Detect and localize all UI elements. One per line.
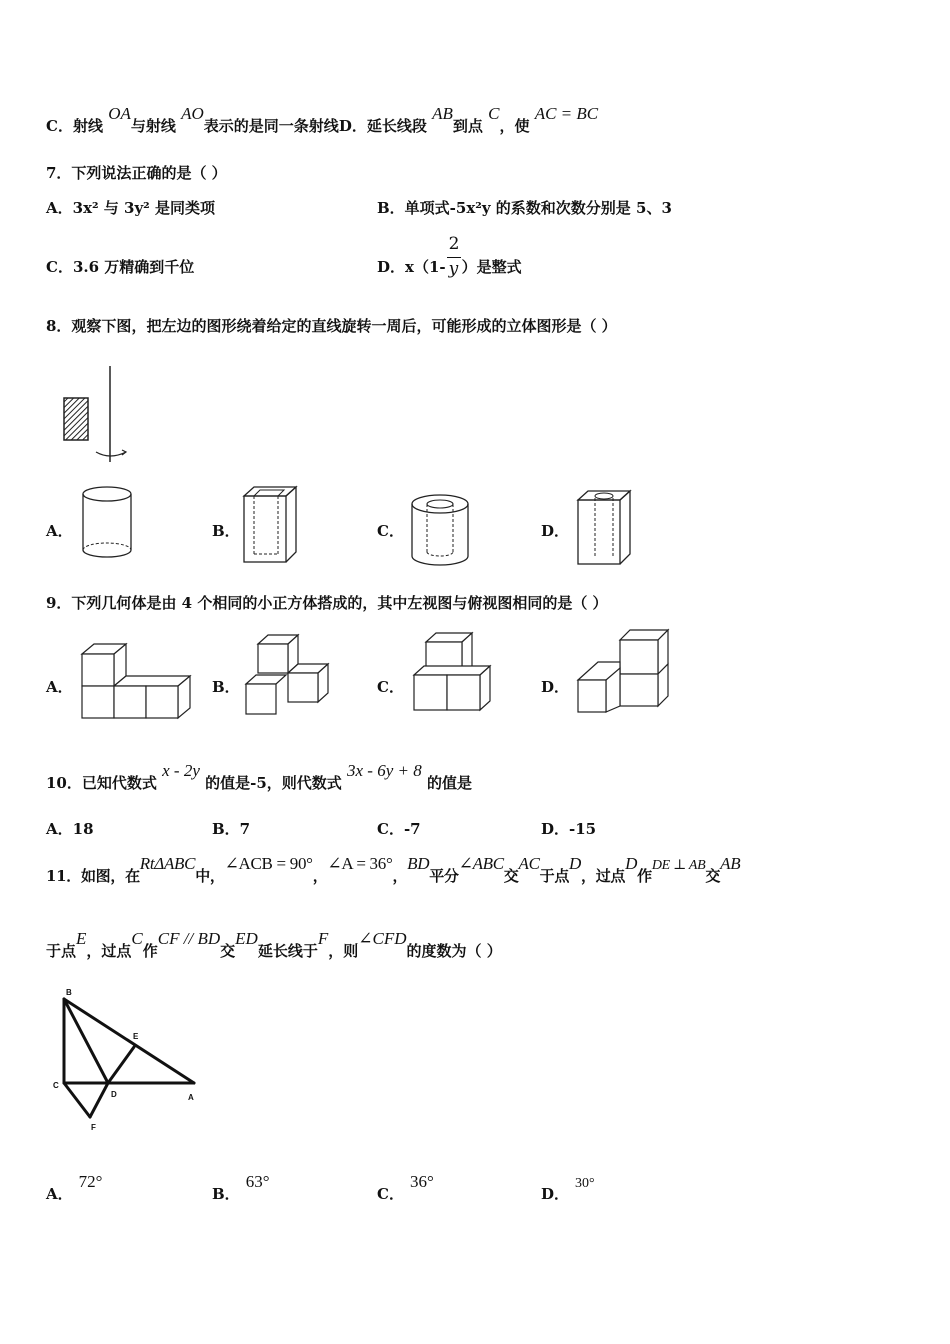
q6-c-text3: 表示的是同一条射线 <box>203 117 339 135</box>
fig-label-e: E <box>133 1032 139 1041</box>
q9-option-c-cubes <box>410 630 496 716</box>
q10-stem <box>46 761 472 793</box>
q8-label-d: D． <box>541 522 570 540</box>
q11-stem-line1 <box>46 854 741 886</box>
q6-math-c: C <box>488 104 500 123</box>
q7-stem: 7．下列说法正确的是（ ） <box>46 164 227 182</box>
q11-option-b-value: 63° <box>245 1172 270 1191</box>
q10-option-d: D．-15 <box>541 820 597 838</box>
q11-stem-line2 <box>46 929 502 961</box>
q11-l2-m6: ∠CFD <box>358 929 407 948</box>
q8-option-b-hollow-prism <box>240 484 302 568</box>
q11-l2-t2: ，过点 <box>86 942 132 960</box>
q11-t2: 中， <box>195 867 225 885</box>
q10-expr2: 3x - 6y + 8 <box>347 761 422 780</box>
q10-stem-mid: 的值是-5，则代数式 <box>205 774 342 792</box>
q9-option-a-cubes <box>78 642 198 720</box>
q11-t3: ， <box>312 867 328 885</box>
q8-rotation-figure <box>58 362 138 467</box>
q11-option-c-label: C． <box>377 1185 404 1203</box>
fig-label-d: D <box>111 1090 117 1099</box>
q11-l2-m4: ED <box>235 929 258 948</box>
q11-option-c-value: 36° <box>409 1172 434 1191</box>
q9-label-a: A． <box>46 678 73 696</box>
q10-option-c: C．-7 <box>377 820 421 838</box>
q11-option-a-value: 72° <box>78 1172 103 1191</box>
q7-fraction <box>446 234 462 279</box>
q11-option-c <box>377 1172 434 1204</box>
rotation-arrow <box>96 452 126 456</box>
q8-option-d-prism-with-hole <box>574 488 636 570</box>
q11-l2-t7: 的度数为（ ） <box>406 942 502 960</box>
q11-option-d-label: D． <box>541 1185 570 1203</box>
q11-m5: ∠ABC <box>458 854 504 873</box>
hatched-rectangle <box>64 398 88 440</box>
q10-expr1: x - 2y <box>162 761 200 780</box>
q11-l2-m2: C <box>131 929 143 948</box>
q7-option-b: B．单项式-5x²y 的系数和次数分别是 5、3 <box>377 199 672 217</box>
q11-m9: DE ⊥ AB <box>651 858 706 873</box>
q11-option-a <box>46 1172 103 1204</box>
q11-l2-t5: 延长线于 <box>257 942 318 960</box>
q11-option-b <box>212 1172 270 1204</box>
q11-t9: 作 <box>637 867 652 885</box>
q7-option-d <box>377 234 522 279</box>
q11-l2-m1: E <box>76 929 87 948</box>
q11-option-d-value: 30° <box>575 1176 595 1191</box>
q6-d-text3: ，使 <box>499 117 530 135</box>
q11-option-a-label: A． <box>46 1185 73 1203</box>
fig-label-b: B <box>66 988 72 997</box>
q6-d-text2: 到点 <box>452 117 483 135</box>
q11-m10: AB <box>720 854 741 873</box>
q6-c-text2: 与射线 <box>130 117 176 135</box>
q10-option-a: A．18 <box>46 820 94 838</box>
q11-t8: ，过点 <box>581 867 626 885</box>
q11-t4: ， <box>392 867 408 885</box>
q11-m7: D <box>569 854 582 873</box>
q10-option-b: B．7 <box>212 820 251 838</box>
q10-stem-post: 的值是 <box>426 774 472 792</box>
q11-l2-t6: ，则 <box>328 942 359 960</box>
q10-stem-pre: 10．已知代数式 <box>46 774 157 792</box>
q6-d-text: 延长线段 <box>366 117 427 135</box>
q7-d-pre: D．x（1- <box>377 258 446 276</box>
q11-m6: AC <box>518 854 540 873</box>
q11-t1: 11．如图，在 <box>46 867 140 885</box>
q11-option-d <box>541 1176 595 1204</box>
q6-c-text: 射线 <box>72 117 103 135</box>
q11-m1: RtΔABC <box>139 854 196 873</box>
q9-option-b-cubes <box>244 632 334 718</box>
q11-m3: ∠A = 36° <box>327 854 393 873</box>
q9-label-c: C． <box>377 678 404 696</box>
q7-option-c: C．3.6 万精确到千位 <box>46 258 195 276</box>
q9-label-d: D． <box>541 678 570 696</box>
q7-option-a: A．3x² 与 3y² 是同类项 <box>46 199 215 217</box>
q11-m2: ∠ACB = 90° <box>224 854 313 873</box>
q11-t10: 交 <box>705 867 721 885</box>
q11-l2-m3: CF // BD <box>157 929 221 948</box>
q9-label-b: B． <box>212 678 240 696</box>
q11-m4: BD <box>407 854 430 873</box>
q11-l2-m5: F <box>317 929 329 948</box>
q8-stem: 8．观察下图，把左边的图形绕着给定的直线旋转一周后，可能形成的立体图形是（ ） <box>46 317 617 335</box>
fig-label-a: A <box>188 1093 194 1102</box>
q7-frac-num: 2 <box>448 234 460 254</box>
q11-l2-t4: 交 <box>220 942 236 960</box>
q11-m8: D <box>625 854 638 873</box>
q7-frac-bar <box>447 257 461 258</box>
q11-t5: 平分 <box>429 867 459 885</box>
q6-math-eq: AC = BC <box>534 104 599 123</box>
q8-option-a-cylinder <box>80 484 140 564</box>
q6-math-oa: OA <box>108 104 131 123</box>
q6-c-label: C． <box>46 117 73 135</box>
q7-frac-den: y <box>448 259 459 279</box>
fig-label-c: C <box>53 1081 59 1090</box>
q6-d-label: D． <box>338 117 367 135</box>
q8-label-c: C． <box>377 522 404 540</box>
q8-label-a: A． <box>46 522 73 540</box>
q11-t6: 交 <box>503 867 519 885</box>
q11-option-b-label: B． <box>212 1185 240 1203</box>
q11-l2-t3: 作 <box>142 942 158 960</box>
q6-math-ao: AO <box>181 104 204 123</box>
fig-label-f: F <box>91 1123 96 1132</box>
q6-math-ab: AB <box>432 104 453 123</box>
q9-option-d-cubes <box>574 626 674 718</box>
q9-stem: 9．下列几何体是由 4 个相同的小正方体搭成的，其中左视图与俯视图相同的是（ ） <box>46 594 608 612</box>
q11-t7: 于点 <box>539 867 570 885</box>
q8-option-c-tube <box>408 492 472 568</box>
q11-l2-t1: 于点 <box>46 942 77 960</box>
q7-d-post: ）是整式 <box>461 258 522 276</box>
q6-options-line <box>46 104 599 136</box>
q8-label-b: B． <box>212 522 240 540</box>
q11-triangle-figure <box>50 985 210 1135</box>
